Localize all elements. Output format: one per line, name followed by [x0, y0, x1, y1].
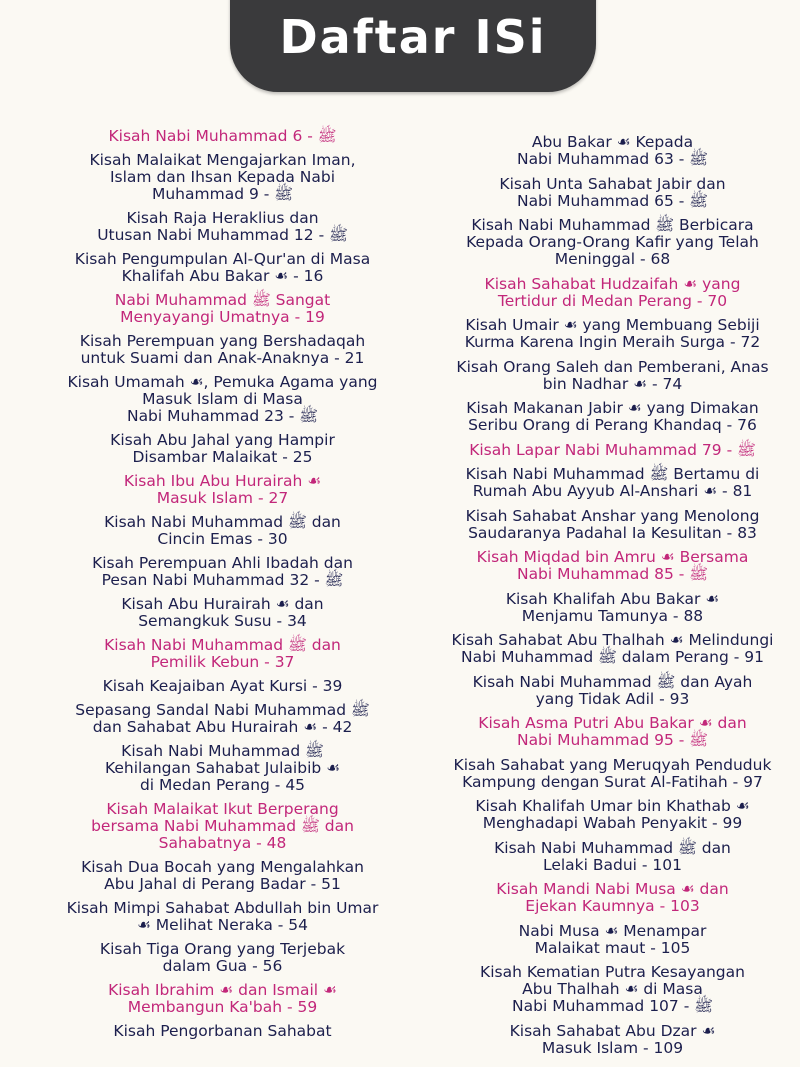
toc-entry-line: Abu Bakar ☙ Kepada: [531, 133, 694, 151]
toc-entry-line: Kisah Nabi Muhammad ﷺ Berbicara: [471, 216, 754, 234]
toc-entry-line: ☙ Melihat Neraka - 54: [136, 916, 309, 934]
toc-entry-line: Sahabatnya - 48: [158, 834, 287, 852]
toc-entry-line: Utusan Nabi Muhammad ﷺ - 12: [97, 226, 348, 244]
toc-entry[interactable]: [30, 702, 415, 736]
toc-entry-line: di Medan Perang - 45: [139, 776, 306, 794]
toc-entry-line: Kepada Orang-Orang Kafir yang Telah: [466, 233, 759, 251]
toc-entry[interactable]: [30, 473, 415, 507]
toc-entry-line: Kisah Khalifah Abu Bakar ☙: [505, 589, 720, 608]
toc-entry-line: Kisah Umair ☙ yang Membuang Sebiji: [465, 316, 760, 334]
toc-entry[interactable]: [420, 715, 800, 749]
toc-entry[interactable]: [30, 900, 415, 934]
toc-entry-line: Nabi Muhammad ﷺ - 65: [516, 191, 709, 210]
toc-entry-line: Malaikat maut - 105: [534, 938, 691, 957]
toc-entry[interactable]: [30, 555, 415, 589]
toc-entry-line: Tertidur di Medan Perang - 70: [497, 291, 728, 310]
toc-entry[interactable]: [420, 176, 800, 210]
toc-entry[interactable]: [420, 840, 800, 874]
toc-entry-line: Menjamu Tamunya - 88: [521, 606, 704, 625]
toc-entry-line: Kisah Sahabat yang Meruqyah Penduduk: [453, 755, 772, 774]
toc-entry-line: Kisah Sahabat Hudzaifah ☙ yang: [484, 274, 741, 293]
toc-entry-line: Abu Jahal di Perang Badar - 51: [104, 875, 341, 893]
toc-entry[interactable]: [420, 442, 800, 459]
toc-entry[interactable]: [30, 678, 415, 695]
toc-entry-line: Nabi Musa ☙ Menampar: [518, 921, 707, 940]
toc-entry[interactable]: [30, 152, 415, 203]
toc-column-left: [30, 128, 415, 1047]
toc-entry[interactable]: [30, 801, 415, 852]
toc-entry-line: Kisah Pengorbanan Sahabat: [113, 1022, 332, 1040]
toc-entry-line: Kisah Dua Bocah yang Mengalahkan: [81, 858, 364, 876]
toc-entry-line: Kisah Nabi Muhammad ﷺ - 6: [108, 127, 337, 145]
toc-entry[interactable]: [30, 374, 415, 425]
toc-entry-line: Islam dan Ihsan Kepada Nabi: [109, 168, 336, 186]
toc-entry-line: Kisah Orang Saleh dan Pemberani, Anas: [456, 357, 769, 376]
toc-entry-line: Kisah Sahabat Anshar yang Menolong: [465, 506, 760, 525]
toc-entry-line: Menyayangi Umatnya - 19: [120, 308, 325, 326]
toc-entry[interactable]: [30, 128, 415, 145]
toc-entry[interactable]: [30, 251, 415, 285]
toc-column-right: [420, 134, 800, 1064]
toc-entry-line: Kisah Khalifah Umar bin Khathab ☙: [475, 797, 750, 815]
toc-entry-line: Kisah Nabi Muhammad ﷺ Bertamu di: [465, 465, 760, 483]
toc-entry-line: Sepasang Sandal Nabi Muhammad ﷺ: [75, 701, 370, 719]
header: [0, 0, 800, 110]
toc-entry-line: Pesan Nabi Muhammad ﷺ - 32: [101, 571, 344, 589]
toc-entry-line: Lelaki Badui - 101: [542, 855, 683, 874]
toc-entry[interactable]: [420, 276, 800, 310]
toc-entry-line: Kisah Pengumpulan Al-Qur'an di Masa: [74, 250, 371, 268]
toc-entry[interactable]: [420, 1023, 800, 1057]
toc-entry-line: Nabi Muhammad ﷺ - 95: [516, 731, 709, 749]
toc-entry-line: Kisah Tiga Orang yang Terjebak: [99, 940, 346, 958]
toc-entry-line: bin Nadhar ☙ - 74: [542, 374, 683, 393]
toc-entry[interactable]: [30, 432, 415, 466]
toc-entry-line: Rumah Abu Ayyub Al-Anshari ☙ - 81: [472, 482, 753, 500]
toc-entry-line: Semangkuk Susu - 34: [138, 612, 307, 630]
toc-entry[interactable]: [420, 964, 800, 1015]
toc-entry-line: Kisah Abu Hurairah ☙ dan: [121, 595, 324, 613]
toc-entry-line: Pemilik Kebun - 37: [150, 653, 295, 671]
toc-entry-line: Kisah Malaikat Ikut Berperang: [106, 800, 339, 818]
toc-entry-line: Abu Thalhah ☙ di Masa: [522, 980, 703, 998]
toc-entry-line: Kisah Sahabat Abu Thalhah ☙ Melindungi: [451, 631, 774, 649]
toc-entry[interactable]: [420, 359, 800, 393]
toc-entry-line: Kampung dengan Surat Al-Fatihah - 97: [462, 772, 763, 791]
toc-entry-line: Kisah Miqdad bin Amru ☙ Bersama: [476, 548, 749, 566]
toc-entry[interactable]: [420, 134, 800, 168]
toc-entry-line: Muhammad ﷺ - 9: [151, 185, 294, 203]
toc-entry-line: Nabi Muhammad ﷺ - 23: [126, 407, 319, 425]
toc-entry[interactable]: [30, 333, 415, 367]
page-title: Daftar ISi: [279, 10, 547, 64]
toc-entry[interactable]: [420, 466, 800, 500]
toc-entry[interactable]: [420, 798, 800, 832]
toc-entry-line: Kisah Mandi Nabi Musa ☙ dan: [496, 880, 729, 898]
toc-entry-line: dalam Gua - 56: [162, 957, 283, 975]
toc-entry-line: Seribu Orang di Perang Khandaq - 76: [468, 416, 757, 434]
toc-entry[interactable]: [420, 923, 800, 957]
toc-entry-line: Nabi Muhammad ﷺ - 85: [516, 565, 709, 583]
toc-entry[interactable]: [30, 1023, 415, 1040]
toc-entry-line: Kisah Nabi Muhammad ﷺ: [121, 742, 324, 760]
toc-entry-line: Kisah Asma Putri Abu Bakar ☙ dan: [478, 714, 747, 732]
toc-entry[interactable]: [420, 317, 800, 351]
toc-entry-line: dan Sahabat Abu Hurairah ☙ - 42: [92, 718, 353, 736]
toc-entry[interactable]: [30, 743, 415, 794]
toc-entry-line: Meninggal - 68: [554, 250, 671, 268]
toc-entry-line: Kisah Ibrahim ☙ dan Ismail ☙: [108, 981, 337, 999]
toc-entry-line: Khalifah Abu Bakar ☙ - 16: [121, 267, 324, 285]
toc-entry-line: Masuk Islam di Masa: [142, 390, 303, 408]
toc-entry[interactable]: [420, 757, 800, 791]
toc-entry-line: Kisah Kematian Putra Kesayangan: [480, 963, 745, 981]
toc-entry-line: Masuk Islam - 109: [541, 1038, 684, 1057]
toc-entry-line: Kurma Karena Ingin Meraih Surga - 72: [464, 333, 761, 351]
toc-entry[interactable]: [420, 508, 800, 542]
toc-entry-line: Nabi Muhammad ﷺ - 107: [512, 997, 713, 1015]
toc-entry-line: Kisah Perempuan yang Bershadaqah: [79, 332, 366, 350]
toc-entry-line: yang Tidak Adil - 93: [535, 689, 690, 708]
toc-entry[interactable]: [30, 941, 415, 975]
toc-entry[interactable]: [30, 514, 415, 548]
toc-entry[interactable]: [420, 217, 800, 268]
toc-entry-line: Kisah Sahabat Abu Dzar ☙: [509, 1021, 716, 1040]
toc-entry[interactable]: [420, 674, 800, 708]
toc-entry[interactable]: [30, 292, 415, 326]
toc-entry-line: Nabi Muhammad ﷺ - 63: [516, 150, 709, 168]
toc-entry-line: Kisah Unta Sahabat Jabir dan: [499, 174, 726, 193]
toc-entry-line: Kehilangan Sahabat Julaibib ☙: [104, 759, 341, 777]
toc-entry[interactable]: [30, 859, 415, 893]
toc-entry-line: Ejekan Kaumnya - 103: [525, 897, 700, 915]
toc-entry-line: Membangun Ka'bah - 59: [127, 998, 318, 1016]
toc-entry[interactable]: [420, 549, 800, 583]
toc-entry-line: Masuk Islam - 27: [156, 489, 289, 507]
toc-entry-line: Nabi Muhammad ﷺ dalam Perang - 91: [460, 648, 765, 666]
toc-entry[interactable]: [30, 637, 415, 671]
toc-entry-line: Kisah Nabi Muhammad ﷺ dan: [494, 838, 731, 857]
toc-entry[interactable]: [30, 210, 415, 244]
toc-entry-line: Disambar Malaikat - 25: [132, 448, 313, 466]
toc-entry-line: Kisah Abu Jahal yang Hampir: [110, 431, 335, 449]
toc-entry-line: Kisah Umamah ☙, Pemuka Agama yang: [67, 373, 378, 391]
toc-entry[interactable]: [420, 591, 800, 625]
toc-entry-line: Kisah Ibu Abu Hurairah ☙: [123, 472, 322, 490]
toc-entry-line: Nabi Muhammad ﷺ Sangat: [114, 291, 331, 309]
toc-entry-line: Kisah Lapar Nabi Muhammad ﷺ - 79: [469, 440, 756, 459]
toc-entry-line: Kisah Nabi Muhammad ﷺ dan: [104, 636, 341, 654]
toc-entry-line: Saudaranya Padahal Ia Kesulitan - 83: [468, 523, 757, 542]
toc-entry-line: Kisah Malaikat Mengajarkan Iman,: [89, 151, 356, 169]
toc-entry-line: Cincin Emas - 30: [157, 530, 288, 548]
toc-entry-line: bersama Nabi Muhammad ﷺ dan: [91, 817, 354, 835]
toc-entry-line: Kisah Makanan Jabir ☙ yang Dimakan: [466, 399, 759, 417]
toc-entry-line: Kisah Mimpi Sahabat Abdullah bin Umar: [66, 899, 379, 917]
toc-entry[interactable]: [30, 596, 415, 630]
toc-entry-line: Kisah Raja Heraklius dan: [126, 209, 319, 227]
toc-entry-line: Kisah Nabi Muhammad ﷺ dan Ayah: [472, 672, 753, 691]
toc-entry[interactable]: [420, 632, 800, 666]
toc-entry[interactable]: [30, 982, 415, 1016]
toc-entry-line: Kisah Keajaiban Ayat Kursi - 39: [102, 677, 343, 695]
toc-entry[interactable]: [420, 400, 800, 434]
toc-entry-line: Kisah Nabi Muhammad ﷺ dan: [104, 513, 341, 531]
toc-entry-line: Menghadapi Wabah Penyakit - 99: [482, 814, 743, 832]
toc-entry[interactable]: [420, 881, 800, 915]
toc-entry-line: untuk Suami dan Anak-Anaknya - 21: [80, 349, 365, 367]
toc-entry-line: Kisah Perempuan Ahli Ibadah dan: [92, 554, 353, 572]
